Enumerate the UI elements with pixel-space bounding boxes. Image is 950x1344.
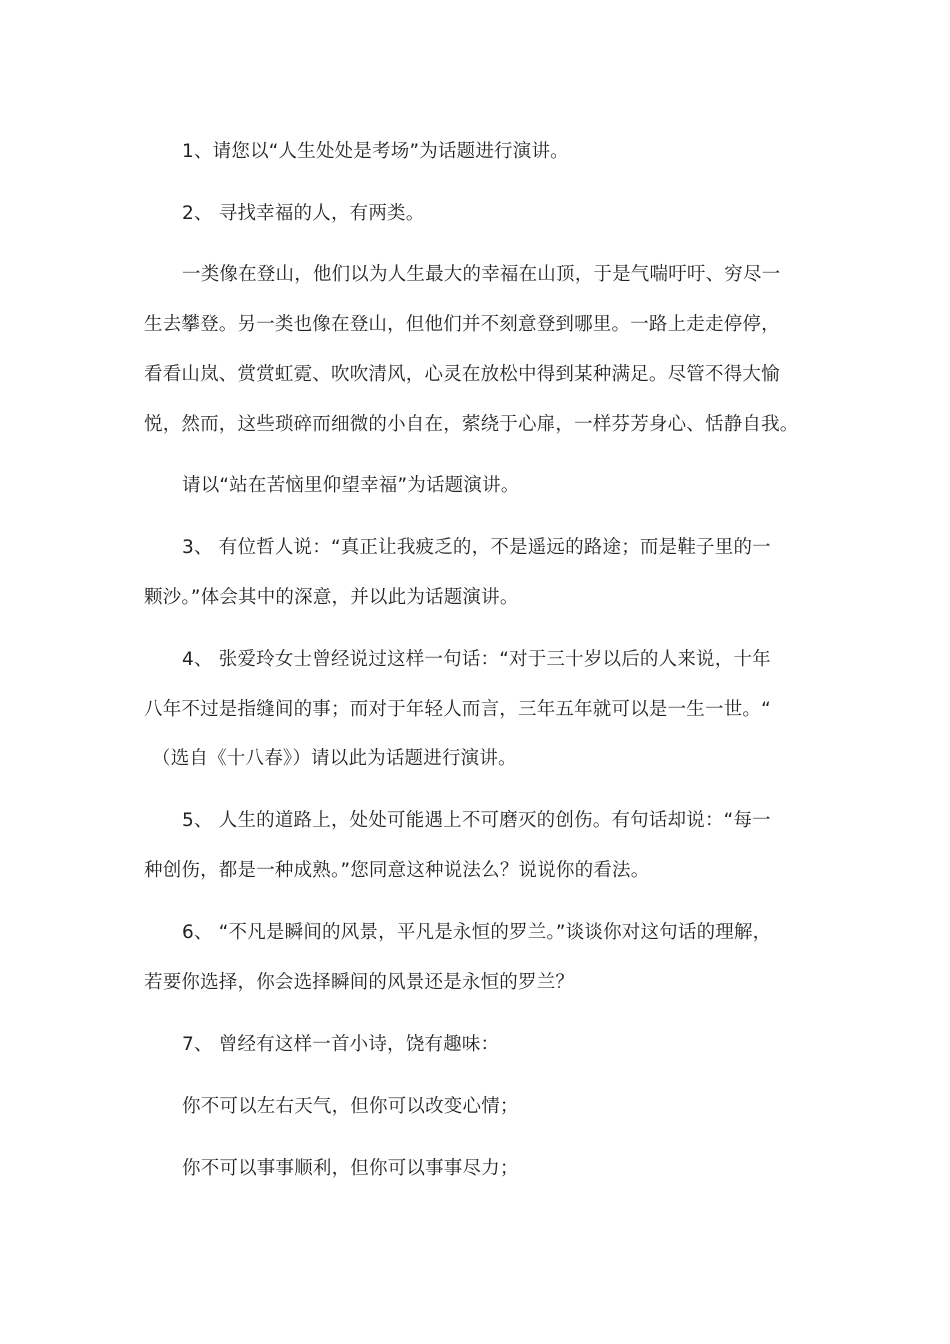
item-4-line-2: 八年不过是指缝间的事；而对于年轻人而言，三年五年就可以是一生一世。“ [144, 699, 771, 720]
poem-line-1: 你不可以左右天气，但你可以改变心情； [182, 1096, 519, 1117]
item-4-line-1: 4、 张爱玲女士曾经说过这样一句话：“对于三十岁以后的人来说，十年 [182, 649, 771, 670]
item-2-paragraph-line-1: 一类像在登山，他们以为人生最大的幸福在山顶，于是气喘吁吁、穷尽一 [182, 264, 781, 285]
item-3-line-2: 颗沙。”体会其中的深意，并以此为话题演讲。 [144, 587, 519, 608]
item-2-prompt-line: 请以“站在苦恼里仰望幸福”为话题演讲。 [182, 475, 520, 496]
item-2-paragraph-line-2: 生去攀登。另一类也像在登山，但他们并不刻意登到哪里。一路上走走停停， [144, 314, 780, 335]
item-6-line-1: 6、 “不凡是瞬间的风景，平凡是永恒的罗兰。”谈谈你对这句话的理解， [182, 922, 772, 943]
poem-line-2: 你不可以事事顺利，但你可以事事尽力； [182, 1158, 519, 1179]
item-7-line-1: 7、 曾经有这样一首小诗，饶有趣味： [182, 1034, 500, 1055]
item-5-line-1: 5、 人生的道路上，处处可能遇上不可磨灭的创伤。有句话却说：“每一 [182, 810, 771, 831]
item-1-line: 1、请您以“人生处处是考场”为话题进行演讲。 [182, 141, 569, 162]
item-3-line-1: 3、 有位哲人说：“真正让我疲乏的，不是遥远的路途；而是鞋子里的一 [182, 537, 771, 558]
item-2-paragraph-line-4: 悦，然而，这些琐碎而细微的小自在，萦绕于心扉，一样芬芳身心、恬静自我。 [144, 414, 799, 435]
item-4-line-3: （选自《十八春》）请以此为话题进行演讲。 [152, 748, 517, 769]
item-6-line-2: 若要你选择，你会选择瞬间的风景还是永恒的罗兰？ [144, 972, 575, 993]
item-2-paragraph-line-3: 看看山岚、赏赏虹霓、吹吹清风，心灵在放松中得到某种满足。尽管不得大愉 [144, 364, 780, 385]
item-2-line: 2、 寻找幸福的人，有两类。 [182, 203, 425, 224]
item-5-line-2: 种创伤，都是一种成熟。”您同意这种说法么？说说你的看法。 [144, 860, 650, 881]
